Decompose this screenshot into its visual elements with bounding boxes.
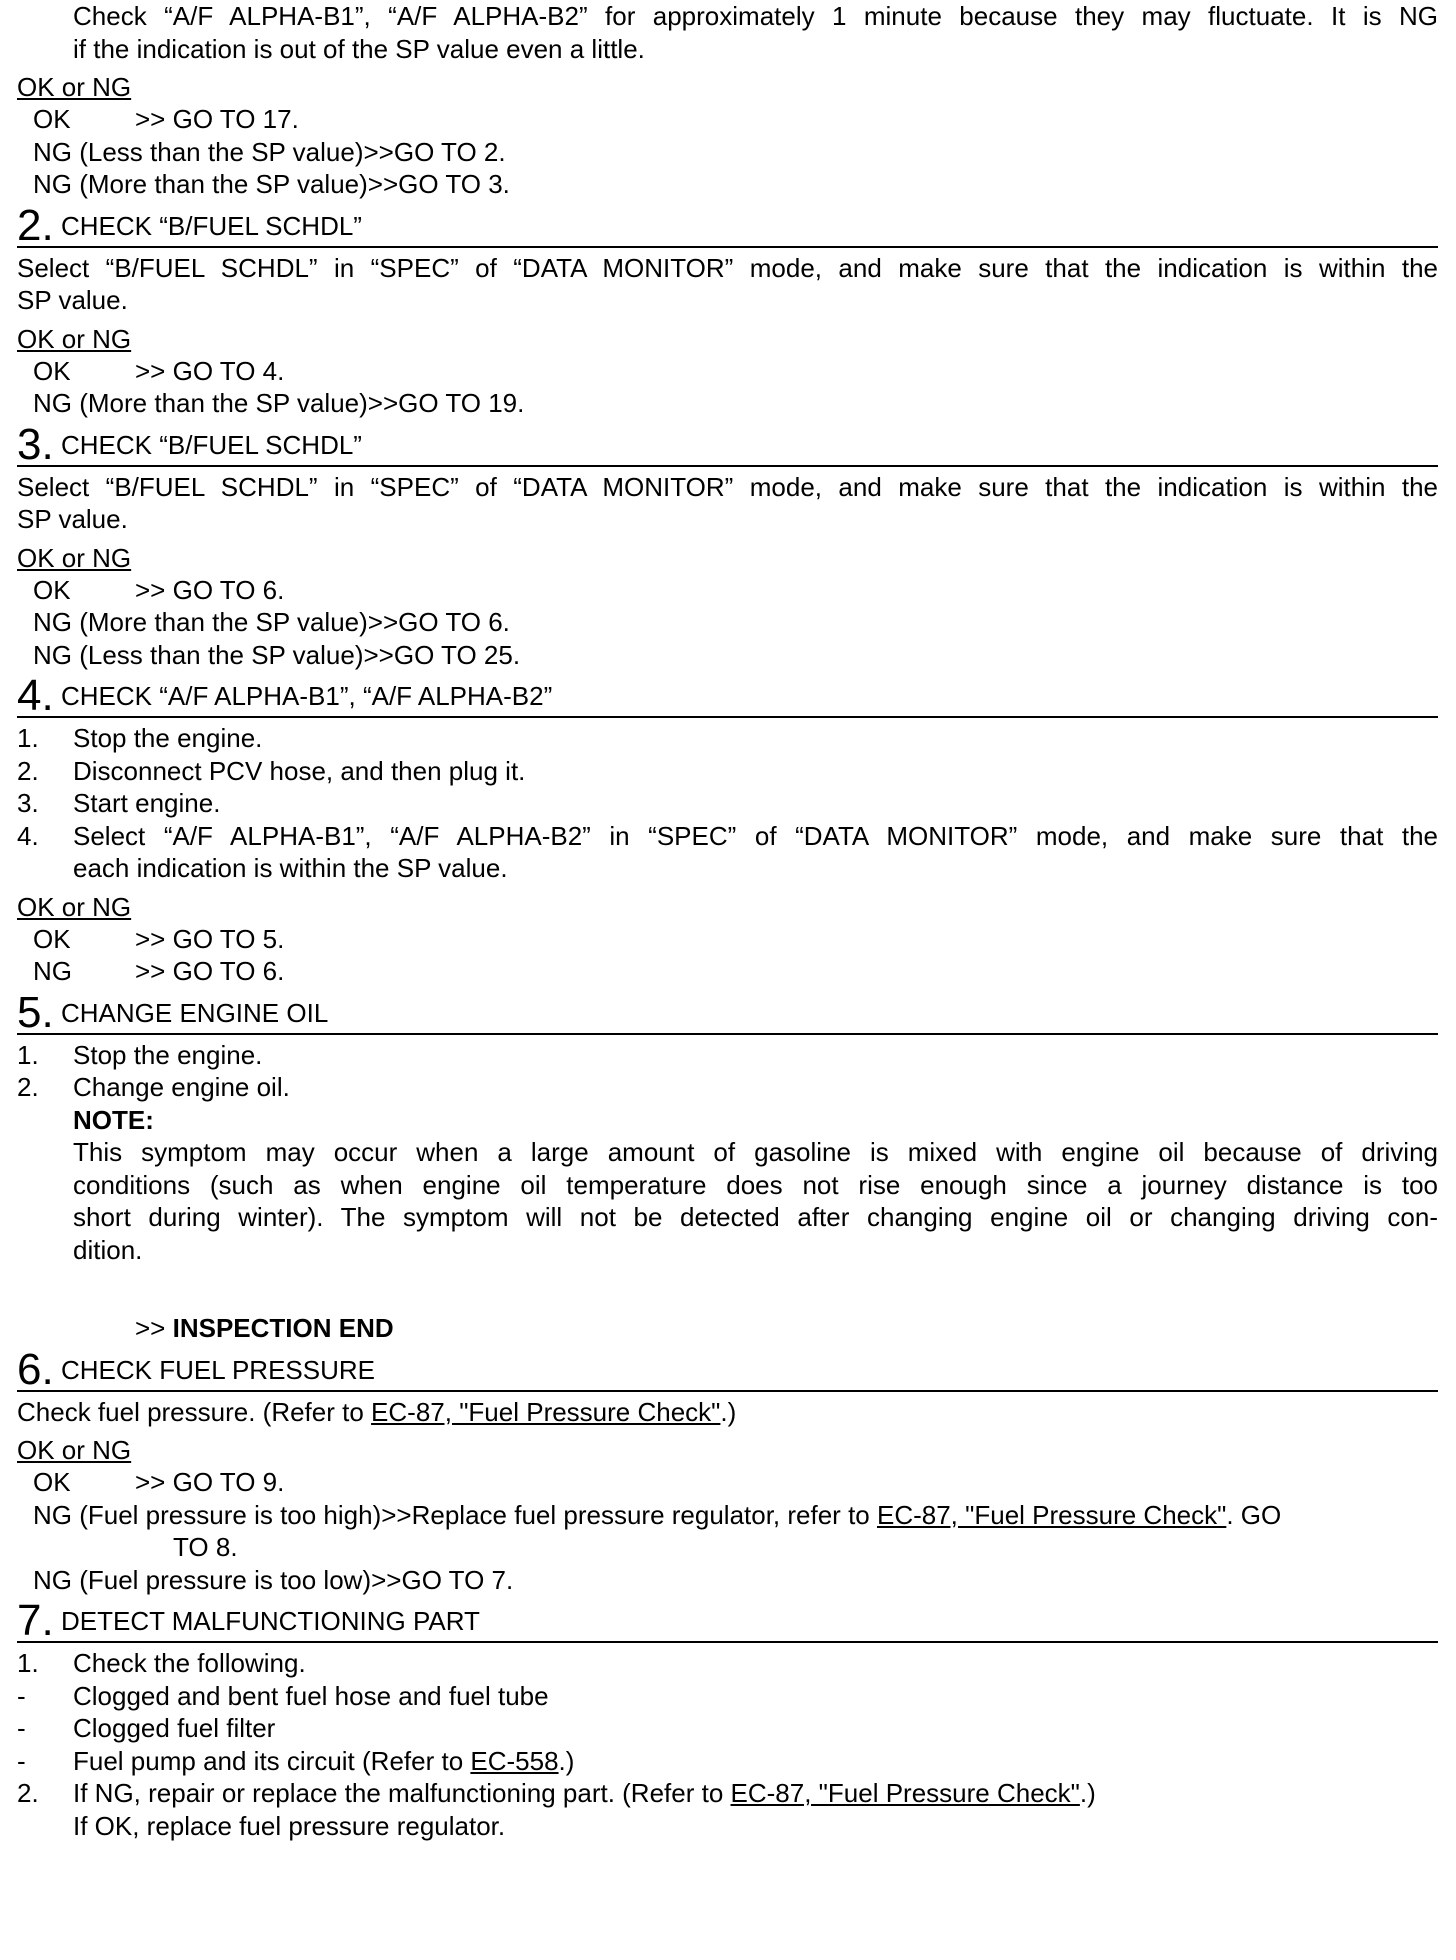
step-number: 5. <box>17 987 54 1037</box>
list-text: Stop the engine. <box>73 1039 263 1070</box>
result-label: NG <box>33 956 72 986</box>
text: Check fuel pressure. (Refer to <box>17 1396 372 1427</box>
result-row <box>17 606 1438 639</box>
list-item <box>17 1712 1438 1745</box>
result-text: >> GO TO 4. <box>135 355 285 386</box>
list-text: If OK, replace fuel pressure regulator. <box>73 1810 506 1841</box>
result-text: NG (Fuel pressure is too high)>>Replace fuel pressure regulator, refer to <box>33 1499 877 1530</box>
note-label: NOTE: <box>73 1104 154 1135</box>
ok-or-ng-heading: OK or NG <box>17 891 132 922</box>
list-item <box>17 1680 1438 1713</box>
result-text: NG (More than the SP value)>>GO TO 6. <box>33 607 510 637</box>
step-title: CHECK “A/F ALPHA-B1”, “A/F ALPHA-B2” <box>61 681 553 711</box>
step-3-text-line-1: Select “B/FUEL SCHDL” in “SPEC” of “DATA MONITOR” mode, and make sure that the indication is within the <box>17 471 1438 502</box>
step-3-header <box>17 420 1438 467</box>
note-text-line: dition. <box>73 1234 143 1265</box>
list-text: Check the following. <box>73 1648 306 1678</box>
step-number: 2. <box>17 200 54 250</box>
result-text: >> GO TO 17. <box>135 104 299 134</box>
step-6-check-text <box>17 1396 1438 1429</box>
list-marker: - <box>17 1680 26 1711</box>
list-marker: 4. <box>17 820 39 851</box>
list-marker: 2. <box>17 1072 39 1102</box>
result-text: NG (More than the SP value)>>GO TO 3. <box>33 169 510 199</box>
text: .) <box>720 1396 737 1427</box>
result-label: OK <box>33 574 71 605</box>
list-marker: 2. <box>17 755 39 786</box>
list-text: Stop the engine. <box>73 723 263 753</box>
result-text: >> GO TO 6. <box>135 956 285 986</box>
step-title: DETECT MALFUNCTIONING PART <box>61 1606 480 1636</box>
step-title: CHECK “B/FUEL SCHDL” <box>61 210 362 241</box>
list-marker: - <box>17 1745 26 1776</box>
result-row-continued: TO 8. <box>173 1532 238 1562</box>
list-text: Clogged fuel filter <box>73 1713 276 1743</box>
list-item <box>17 1071 1438 1104</box>
result-text: >> GO TO 9. <box>135 1467 285 1497</box>
result-text: NG (Less than the SP value)>>GO TO 2. <box>33 136 506 167</box>
list-item <box>17 1777 1438 1842</box>
result-row <box>17 103 1438 136</box>
list-text: If NG, repair or replace the malfunctioning part. (Refer to <box>73 1778 731 1808</box>
list-text: Change engine oil. <box>73 1072 290 1102</box>
result-text: NG (Less than the SP value)>>GO TO 25. <box>33 639 521 670</box>
ok-or-ng-heading: OK or NG <box>17 323 132 354</box>
result-row <box>17 955 1438 988</box>
step-number: 6. <box>17 1344 54 1394</box>
list-text: Fuel pump and its circuit (Refer to <box>73 1745 471 1776</box>
list-item <box>17 787 1438 820</box>
list-item <box>17 755 1438 788</box>
end-arrow: >> <box>135 1313 166 1343</box>
list-item <box>17 1647 1438 1680</box>
ok-or-ng-heading: OK or NG <box>17 542 132 573</box>
result-row <box>17 387 1438 420</box>
step-2-text-line-2: SP value. <box>17 285 128 315</box>
list-text: each indication is within the SP value. <box>73 853 508 883</box>
result-label: OK <box>33 355 71 386</box>
list-item <box>17 1745 1438 1778</box>
step-5-header <box>17 988 1438 1035</box>
step-title: CHECK “B/FUEL SCHDL” <box>61 429 362 460</box>
result-row <box>17 1564 1438 1597</box>
result-text: >> GO TO 6. <box>135 574 285 605</box>
step-6-header <box>17 1345 1438 1392</box>
result-text: NG (Fuel pressure is too low)>>GO TO 7. <box>33 1564 514 1595</box>
result-label: OK <box>33 1467 71 1497</box>
note-text-line: conditions (such as when engine oil temperature does not rise enough since a journey distance is too <box>73 1169 1438 1200</box>
result-row <box>17 639 1438 672</box>
result-row <box>17 168 1438 201</box>
step-number: 4. <box>17 671 54 720</box>
intro-line-2: if the indication is out of the SP value even a little. <box>73 33 645 64</box>
list-marker: 2. <box>17 1778 39 1808</box>
step-title: CHECK FUEL PRESSURE <box>61 1354 375 1385</box>
result-row <box>17 136 1438 169</box>
step-2-header <box>17 201 1438 248</box>
fuel-pressure-check-link[interactable]: EC-87, "Fuel Pressure Check" <box>730 1778 1080 1808</box>
step-3-text-line-2: SP value. <box>17 504 128 534</box>
ok-or-ng-heading: OK or NG <box>17 1435 132 1465</box>
end-text: INSPECTION END <box>172 1313 394 1343</box>
ec-558-link[interactable]: EC-558 <box>470 1745 559 1776</box>
step-number: 7. <box>17 1596 54 1645</box>
list-item <box>17 722 1438 755</box>
list-text: Start engine. <box>73 788 221 818</box>
result-text: . GO <box>1226 1499 1282 1530</box>
step-number: 3. <box>17 419 54 469</box>
list-text: Disconnect PCV hose, and then plug it. <box>73 755 526 786</box>
result-label: OK <box>33 104 71 134</box>
list-marker: 3. <box>17 788 39 818</box>
list-text: .) <box>558 1745 575 1776</box>
fuel-pressure-check-link[interactable]: EC-87, "Fuel Pressure Check" <box>876 1499 1227 1530</box>
step-4-header <box>17 671 1438 718</box>
list-item <box>17 1039 1438 1072</box>
note-text-line: This symptom may occur when a large amount of gasoline is mixed with engine oil because of driving <box>73 1137 1438 1167</box>
fuel-pressure-check-link[interactable]: EC-87, "Fuel Pressure Check" <box>371 1396 721 1427</box>
list-marker: - <box>17 1713 26 1743</box>
list-marker: 1. <box>17 1039 39 1070</box>
step-7-header <box>17 1596 1438 1643</box>
result-label: OK <box>33 923 71 954</box>
inspection-end <box>17 1312 1438 1345</box>
intro-line-1: Check “A/F ALPHA-B1”, “A/F ALPHA-B2” for approximately 1 minute because they may fluctuate. It is NG <box>73 1 1438 31</box>
step-2-text-line-1: Select “B/FUEL SCHDL” in “SPEC” of “DATA MONITOR” mode, and make sure that the indication is within the <box>17 252 1438 283</box>
step-title: CHANGE ENGINE OIL <box>61 997 329 1028</box>
result-text: >> GO TO 5. <box>135 923 285 954</box>
list-text: Select “A/F ALPHA-B1”, “A/F ALPHA-B2” in “SPEC” of “DATA MONITOR” mode, and make sure that the <box>73 820 1438 851</box>
list-item <box>17 820 1438 885</box>
list-text: Clogged and bent fuel hose and fuel tube <box>73 1680 549 1711</box>
list-marker: 1. <box>17 1648 39 1678</box>
result-text: NG (More than the SP value)>>GO TO 19. <box>33 388 525 418</box>
list-marker: 1. <box>17 723 39 753</box>
result-row <box>17 355 1438 388</box>
ok-or-ng-heading: OK or NG <box>17 72 132 102</box>
note-text-line: short during winter). The symptom will not be detected after changing engine oil or changing driving con- <box>73 1202 1438 1232</box>
result-row <box>17 574 1438 607</box>
result-row <box>17 1499 1438 1532</box>
result-row <box>17 923 1438 956</box>
list-text: .) <box>1079 1778 1096 1808</box>
result-row <box>17 1466 1438 1499</box>
spacer <box>17 1266 1438 1312</box>
